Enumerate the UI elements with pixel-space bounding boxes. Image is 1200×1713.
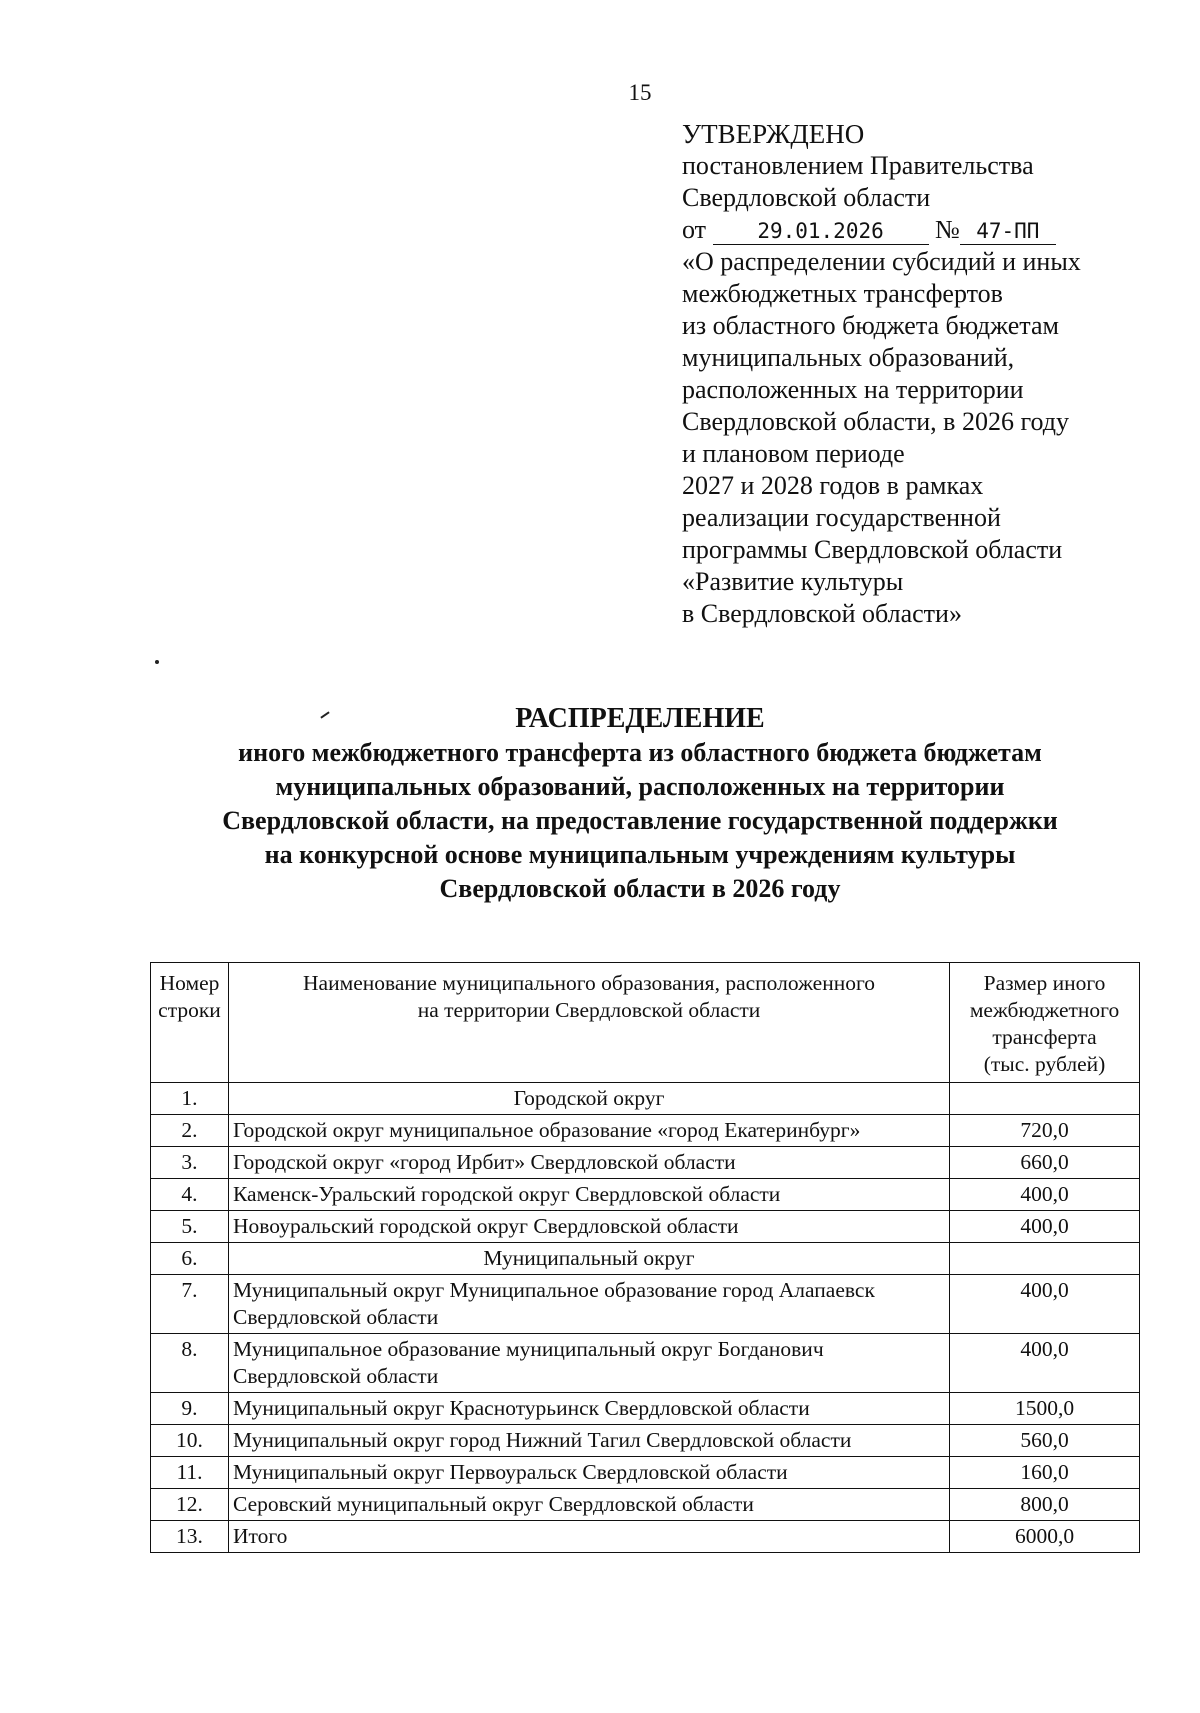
header-text: на территории Свердловской области — [417, 998, 761, 1022]
decree-date-field: 29.01.2026 — [713, 218, 929, 245]
title-main: РАСПРЕДЕЛЕНИЕ — [515, 703, 765, 734]
section-label: Муниципальный округ — [228, 1243, 949, 1275]
approval-line: «О распределении субсидий и иных — [682, 247, 1081, 276]
row-value: 800,0 — [950, 1489, 1140, 1521]
header-text: строки — [158, 998, 221, 1022]
date-number-line — [682, 214, 1122, 246]
row-name: Муниципальный округ город Нижний Тагил Свердловской области — [228, 1425, 949, 1457]
approval-line: программы Свердловской области — [682, 535, 1063, 564]
row-name: Муниципальный округ Краснотурьинск Свердловской области — [228, 1393, 949, 1425]
section-label: Городской округ — [228, 1083, 949, 1115]
row-value: 1500,0 — [950, 1393, 1140, 1425]
approval-line: расположенных на территории — [682, 375, 1024, 404]
row-value: 400,0 — [950, 1334, 1140, 1393]
row-value: 160,0 — [950, 1457, 1140, 1489]
table-row — [151, 1211, 1140, 1243]
row-name: Новоуральский городской округ Свердловской области — [228, 1211, 949, 1243]
title-line: на конкурсной основе муниципальным учреждениям культуры — [264, 840, 1016, 869]
row-number: 5. — [151, 1211, 229, 1243]
row-number: 2. — [151, 1115, 229, 1147]
date-prefix: от — [682, 215, 707, 244]
row-number: 7. — [151, 1275, 229, 1334]
row-number: 1. — [151, 1083, 229, 1115]
table-row — [151, 1393, 1140, 1425]
row-name: Муниципальный округ Муниципальное образование город Алапаевск Свердловской области — [228, 1275, 949, 1334]
row-value: 400,0 — [950, 1275, 1140, 1334]
approval-line: «Развитие культуры — [682, 567, 904, 596]
scan-dot-mark — [155, 660, 159, 664]
row-number: 3. — [151, 1147, 229, 1179]
approved-heading: УТВЕРЖДЕНО — [682, 119, 865, 149]
row-value — [950, 1083, 1140, 1115]
table-row — [151, 1243, 1140, 1275]
decree-number-field: 47-ПП — [960, 218, 1056, 245]
row-name: Серовский муниципальный округ Свердловской области — [228, 1489, 949, 1521]
distribution-table — [150, 962, 1140, 1553]
header-row-number — [151, 963, 229, 1083]
approval-line: реализации государственной — [682, 503, 1001, 532]
row-value: 400,0 — [950, 1179, 1140, 1211]
row-value — [950, 1243, 1140, 1275]
row-value: 560,0 — [950, 1425, 1140, 1457]
row-name: Городской округ «город Ирбит» Свердловской области — [228, 1147, 949, 1179]
row-number: 6. — [151, 1243, 229, 1275]
approval-line: Свердловской области, в 2026 году — [682, 407, 1069, 436]
table-row — [151, 1083, 1140, 1115]
approval-line: межбюджетных трансфертов — [682, 279, 1003, 308]
header-text: межбюджетного — [969, 998, 1120, 1022]
table-row — [151, 1334, 1140, 1393]
table-row — [151, 1489, 1140, 1521]
row-name: Муниципальный округ Первоуральск Свердловской области — [228, 1457, 949, 1489]
title-line: иного межбюджетного трансферта из областного бюджета бюджетам — [238, 738, 1042, 767]
document-title — [150, 702, 1130, 906]
header-transfer-amount — [950, 963, 1140, 1083]
table-total-row — [151, 1521, 1140, 1553]
row-number: 9. — [151, 1393, 229, 1425]
table-row — [151, 1179, 1140, 1211]
header-text: трансферта — [992, 1025, 1097, 1049]
row-number: 12. — [151, 1489, 229, 1521]
row-number: 8. — [151, 1334, 229, 1393]
row-number: 11. — [151, 1457, 229, 1489]
approval-line: из областного бюджета бюджетам — [682, 311, 1059, 340]
table-row — [151, 1425, 1140, 1457]
table-row — [151, 1115, 1140, 1147]
approval-line: в Свердловской области» — [682, 599, 962, 628]
approval-line: муниципальных образований, — [682, 343, 1015, 372]
header-text: (тыс. рублей) — [983, 1052, 1106, 1076]
table-row — [151, 1147, 1140, 1179]
header-municipality-name — [228, 963, 949, 1083]
header-text: Номер — [159, 971, 220, 995]
header-text: Размер иного — [983, 971, 1106, 995]
row-name: Городской округ муниципальное образование «город Екатеринбург» — [228, 1115, 949, 1147]
row-value: 660,0 — [950, 1147, 1140, 1179]
approval-line: постановлением Правительства — [682, 151, 1034, 180]
row-value: 400,0 — [950, 1211, 1140, 1243]
total-label: Итого — [228, 1521, 949, 1553]
table-row — [151, 1457, 1140, 1489]
header-text: Наименование муниципального образования, расположенного — [303, 971, 875, 995]
approval-line: Свердловской области — [682, 183, 931, 212]
approval-line: и плановом периоде — [682, 439, 905, 468]
row-number: 10. — [151, 1425, 229, 1457]
page-number: 15 — [628, 80, 652, 105]
title-line: Свердловской области, на предоставление государственной поддержки — [222, 806, 1058, 835]
row-name: Каменск-Уральский городской округ Свердловской области — [228, 1179, 949, 1211]
row-name: Муниципальное образование муниципальный округ Богданович Свердловской области — [228, 1334, 949, 1393]
total-value: 6000,0 — [950, 1521, 1140, 1553]
row-value: 720,0 — [950, 1115, 1140, 1147]
table-header-row — [151, 963, 1140, 1083]
row-number: 4. — [151, 1179, 229, 1211]
title-line: Свердловской области в 2026 году — [439, 874, 841, 903]
table-row — [151, 1275, 1140, 1334]
approval-block — [682, 118, 1122, 630]
title-line: муниципальных образований, расположенных на территории — [275, 772, 1005, 801]
row-number: 13. — [151, 1521, 229, 1553]
approval-line: 2027 и 2028 годов в рамках — [682, 471, 984, 500]
number-prefix: № — [935, 215, 960, 244]
